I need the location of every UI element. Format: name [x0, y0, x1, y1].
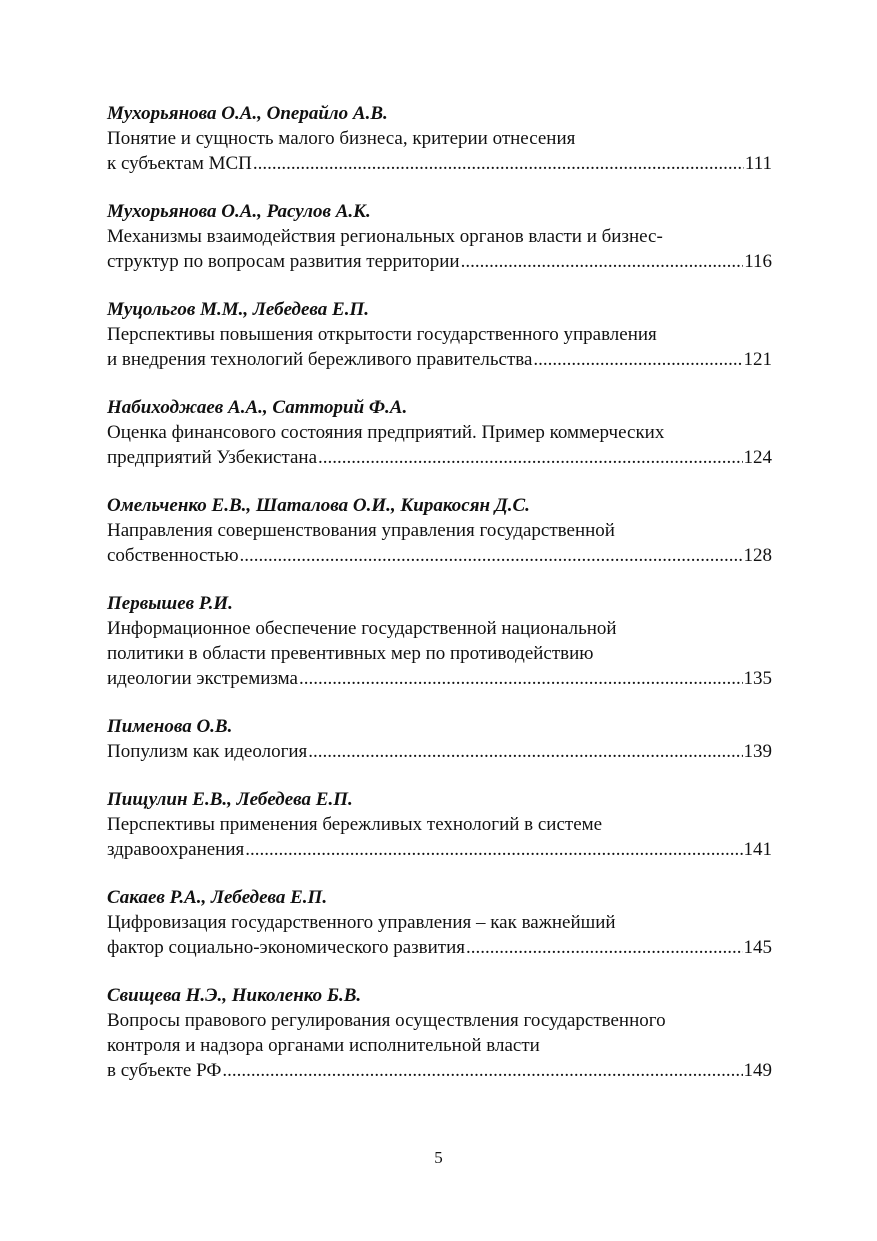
toc-entry-last-line — [107, 666, 772, 691]
toc-entry-title-line: политики в области превентивных мер по противодействию — [107, 643, 594, 664]
toc-entry-page-number: 145 — [743, 937, 772, 958]
toc-entry-last-line — [107, 739, 772, 764]
table-of-contents — [107, 102, 772, 1107]
toc-entry-title-line: Перспективы применения бережливых технологий в системе — [107, 814, 603, 835]
dot-leader — [245, 837, 742, 862]
dot-leader — [533, 347, 742, 372]
toc-entry-title-line: фактор социально-экономического развития — [107, 937, 465, 958]
dot-leader — [461, 249, 744, 274]
toc-entry-title-line: собственностью — [107, 545, 239, 566]
toc-entry-title-line: к субъектам МСП — [107, 153, 252, 174]
toc-entry-authors: Набиходжаев А.А., Сатторий Ф.А. — [107, 397, 408, 418]
toc-entry-title-line: здравоохранения — [107, 839, 245, 860]
dot-leader — [466, 935, 743, 960]
toc-entry-title-line: предприятий Узбекистана — [107, 447, 318, 468]
toc-entry-authors: Мухорьянова О.А., Расулов А.К. — [107, 201, 371, 222]
toc-entry-page-number: 116 — [744, 251, 772, 272]
toc-entry-title-line: Цифровизация государственного управления – как важнейший — [107, 912, 616, 933]
dot-leader — [318, 445, 742, 470]
toc-entry-last-line — [107, 445, 772, 470]
toc-entry — [107, 592, 772, 691]
toc-entry-page-number: 135 — [743, 668, 772, 689]
toc-entry-authors: Пименова О.В. — [107, 716, 233, 737]
toc-entry-authors: Пищулин Е.В., Лебедева Е.П. — [107, 789, 353, 810]
toc-entry — [107, 200, 772, 274]
toc-entry-page-number: 124 — [743, 447, 772, 468]
toc-entry-authors: Мухорьянова О.А., Операйло А.В. — [107, 103, 388, 124]
toc-entry-title-line: идеологии экстремизма — [107, 668, 298, 689]
page-number: 5 — [434, 1148, 443, 1167]
toc-entry — [107, 788, 772, 862]
toc-entry — [107, 102, 772, 176]
dot-leader — [240, 543, 743, 568]
toc-entry — [107, 715, 772, 764]
toc-entry-last-line — [107, 347, 772, 372]
toc-entry-page-number: 128 — [743, 545, 772, 566]
toc-entry — [107, 494, 772, 568]
toc-entry-title-line: контроля и надзора органами исполнительной власти — [107, 1035, 540, 1056]
toc-entry-page-number: 121 — [743, 349, 772, 370]
toc-entry-last-line — [107, 1058, 772, 1083]
toc-entry-last-line — [107, 543, 772, 568]
toc-entry-authors: Сакаев Р.А., Лебедева Е.П. — [107, 887, 328, 908]
dot-leader — [299, 666, 743, 691]
toc-entry-title-line: Вопросы правового регулирования осуществления государственного — [107, 1010, 666, 1031]
toc-entry-last-line — [107, 837, 772, 862]
toc-entry — [107, 298, 772, 372]
toc-entry-title-line: в субъекте РФ — [107, 1060, 222, 1081]
toc-entry-page-number: 141 — [743, 839, 772, 860]
toc-entry-last-line — [107, 151, 772, 176]
toc-entry — [107, 886, 772, 960]
toc-entry-title-line: Популизм как идеология — [107, 741, 308, 762]
toc-entry-title-line: Направления совершенствования управления государственной — [107, 520, 615, 541]
toc-entry-page-number: 149 — [743, 1060, 772, 1081]
toc-entry-title-line: Понятие и сущность малого бизнеса, критерии отнесения — [107, 128, 576, 149]
toc-entry — [107, 396, 772, 470]
dot-leader — [308, 739, 742, 764]
toc-entry-last-line — [107, 249, 772, 274]
dot-leader — [222, 1058, 742, 1083]
toc-entry-page-number: 139 — [743, 741, 772, 762]
toc-entry-last-line — [107, 935, 772, 960]
toc-entry-title-line: Информационное обеспечение государственной национальной — [107, 618, 617, 639]
dot-leader — [253, 151, 744, 176]
toc-entry-title-line: Оценка финансового состояния предприятий. Пример коммерческих — [107, 422, 665, 443]
toc-entry-page-number: 111 — [744, 153, 772, 174]
toc-entry — [107, 984, 772, 1083]
toc-entry-title-line: Механизмы взаимодействия региональных органов власти и бизнес- — [107, 226, 663, 247]
toc-entry-authors: Муцольгов М.М., Лебедева Е.П. — [107, 299, 369, 320]
toc-entry-authors: Первышев Р.И. — [107, 593, 233, 614]
toc-entry-title-line: структур по вопросам развития территории — [107, 251, 460, 272]
toc-entry-title-line: Перспективы повышения открытости государственного управления — [107, 324, 657, 345]
toc-entry-authors: Свищева Н.Э., Николенко Б.В. — [107, 985, 362, 1006]
toc-entry-title-line: и внедрения технологий бережливого правительства — [107, 349, 533, 370]
toc-entry-authors: Омельченко Е.В., Шаталова О.И., Киракосян Д.С. — [107, 495, 530, 516]
